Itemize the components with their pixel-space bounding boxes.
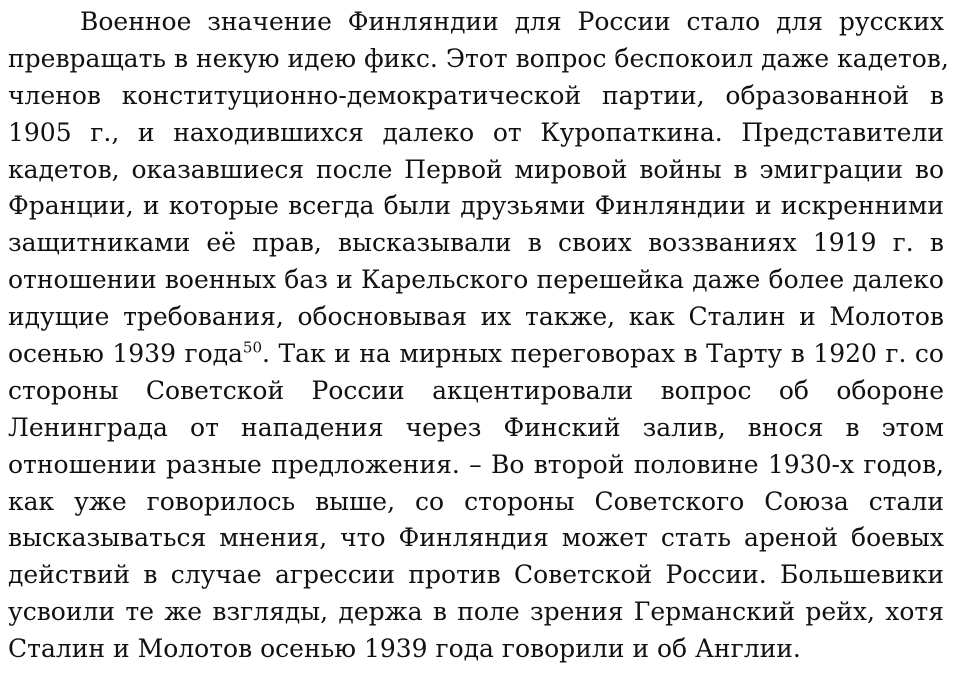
text-fragment: . Так и на мирных переговорах в Тарту в 1920 г. со bbox=[262, 339, 944, 369]
text-line: Франции, и которые всегда были друзьями Финляндии и искренними bbox=[8, 191, 944, 221]
text-line: превращать в некую идею фикс. Этот вопрос беспокоил даже кадетов, bbox=[8, 43, 949, 73]
text-line: отношении военных баз и Карельского перешейка даже более далеко bbox=[8, 265, 944, 295]
text-line: защитниками её прав, высказывали в своих воззваниях 1919 г. в bbox=[8, 228, 944, 258]
text-line: действий в случае агрессии против Советской России. Большевики bbox=[8, 560, 944, 590]
text-line: отношении разные предложения. – Во второй половине 1930-х годов, bbox=[8, 449, 944, 479]
text-line: Сталин и Молотов осенью 1939 года говорили и об Англии. bbox=[8, 634, 801, 664]
text-line: 1905 г., и находившихся далеко от Куропаткина. Представители bbox=[8, 117, 944, 147]
text-line: членов конституционно-демократической партии, образованной в bbox=[8, 80, 944, 110]
text-line: Военное значение Финляндии для России стало для русских bbox=[80, 7, 944, 36]
body-paragraph bbox=[8, 4, 949, 668]
text-line: Ленинграда от нападения через Финский залив, внося в этом bbox=[8, 412, 944, 442]
text-line: высказываться мнения, что Финляндия может стать ареной боевых bbox=[8, 523, 944, 553]
text-line: кадетов, оказавшиеся после Первой мировой войны в эмиграции во bbox=[8, 154, 944, 184]
footnote-reference[interactable]: 50 bbox=[242, 338, 263, 357]
text-line-with-footnote bbox=[8, 336, 944, 373]
text-line: идущие требования, обосновывая их также, как Сталин и Молотов bbox=[8, 302, 944, 332]
text-line: стороны Советской России акцентировали вопрос об обороне bbox=[8, 375, 944, 405]
text-line: как уже говорилось выше, со стороны Советского Союза стали bbox=[8, 486, 944, 516]
text-line: усвоили те же взгляды, держа в поле зрения Германский рейх, хотя bbox=[8, 597, 944, 627]
text-fragment: осенью 1939 года bbox=[8, 339, 243, 369]
